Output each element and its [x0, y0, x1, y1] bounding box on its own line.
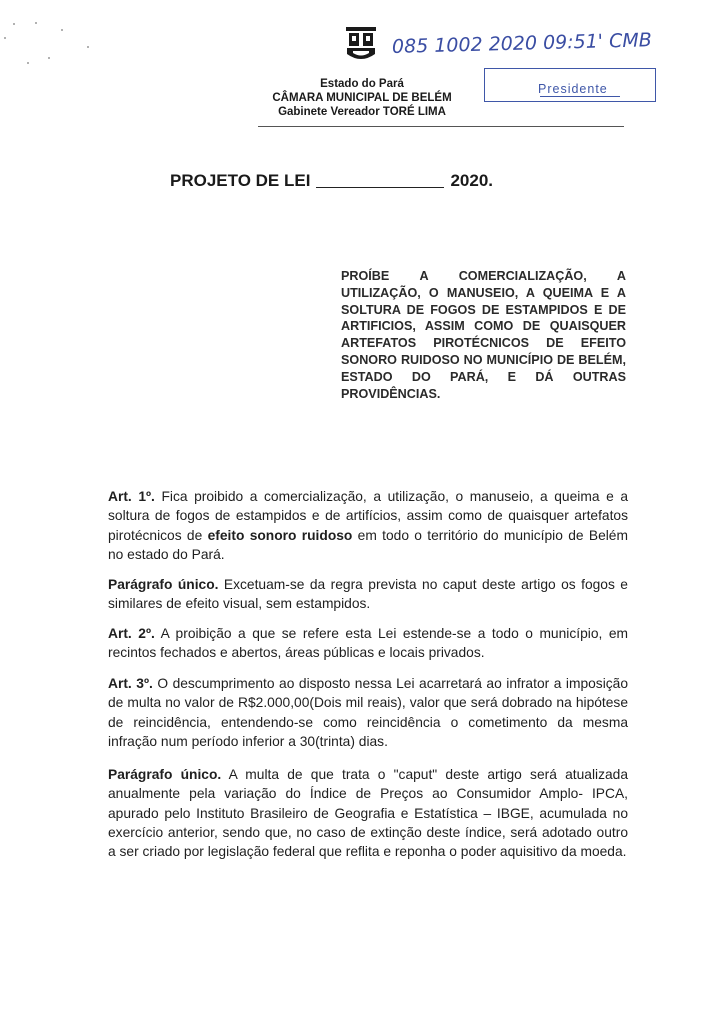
- handwritten-protocol: 085 1002 2020 09:51' CMB: [391, 29, 653, 58]
- page-title: [170, 171, 570, 191]
- article-3: [108, 674, 628, 751]
- header-divider: [258, 126, 624, 127]
- stamp-underline: [540, 96, 620, 97]
- stamp-label: Presidente: [538, 82, 608, 96]
- sole-paragraph-label: Parágrafo único.: [108, 577, 219, 592]
- municipal-crest-icon: [341, 24, 381, 64]
- article-2: [108, 624, 628, 663]
- article-3-label: Art. 3º.: [108, 676, 153, 691]
- article-1-emphasis: efeito sonoro ruidoso: [207, 527, 353, 543]
- sole-paragraph-text: Excetuam-se da regra prevista no caput deste artigo os fogos e similares de efeito visual, sem estampidos.: [108, 577, 628, 612]
- header-office: Gabinete Vereador TORÉ LIMA: [278, 106, 446, 118]
- article-2-text: A proibição a que se refere esta Lei estende-se a todo o município, em recintos fechados e abertos, áreas públicas e locais privados.: [108, 626, 629, 661]
- article-1-sole-paragraph: [108, 575, 628, 614]
- article-1-text-end: em todo o território do município de Belém no estado do Pará.: [108, 527, 628, 562]
- title-prefix: PROJETO DE LEI: [170, 171, 311, 190]
- article-3-sole-paragraph: [108, 765, 628, 861]
- article-1-text: Fica proibido a comercialização, a utilização, o manuseio, a queima e a soltura de fogos de estampidos e de artifícios, assim como de quaisquer artefatos pirotécnicos de: [108, 489, 628, 543]
- article-1-label: Art. 1º.: [108, 489, 155, 504]
- article-1: [108, 487, 628, 564]
- ementa: PROÍBE A COMERCIALIZAÇÃO, A UTILIZAÇÃO, O MANUSEIO, A QUEIMA E A SOLTURA DE FOGOS DE ESTAMPIDOS E DE ARTIFICIOS, ASSIM COMO DE QUAISQUER ARTEFATOS PIROTÉCNICOS DE EFEITO SONORO RUIDOSO NO MUNICÍPIO DE BELÉM, ESTADO DO PARÁ, E DÁ OUTRAS PROVIDÊNCIAS.: [341, 269, 626, 401]
- title-year: 2020.: [450, 171, 493, 190]
- header-state: Estado do Pará: [320, 78, 404, 90]
- sole-paragraph-text: A multa de que trata o "caput" deste artigo será atualizada anualmente pela variação do Índice de Preços ao Consumidor Amplo- IPCA, apurado pelo Instituto Brasileiro de Geografia e Estatística – IBGE, acumulada no exercício anterior, sendo que, no caso de extinção deste índice, será adotado outro a ser criado por legislação federal que reflita e reponha o poder aquisitivo da moeda.: [108, 767, 628, 860]
- article-2-label: Art. 2º.: [108, 626, 155, 641]
- article-3-text: O descumprimento ao disposto nessa Lei acarretará ao infrator a imposição de multa no valor de R$2.000,00(Dois mil reais), valor que será dobrado na hipótese de reincidência, entendendo-se como reincidência o cometimento da mesma infração num período inferior a 30(trinta) dias.: [108, 676, 629, 749]
- number-blank: [316, 187, 444, 188]
- sole-paragraph-label: Parágrafo único.: [108, 767, 222, 782]
- header-chamber: CÂMARA MUNICIPAL DE BELÉM: [272, 92, 452, 104]
